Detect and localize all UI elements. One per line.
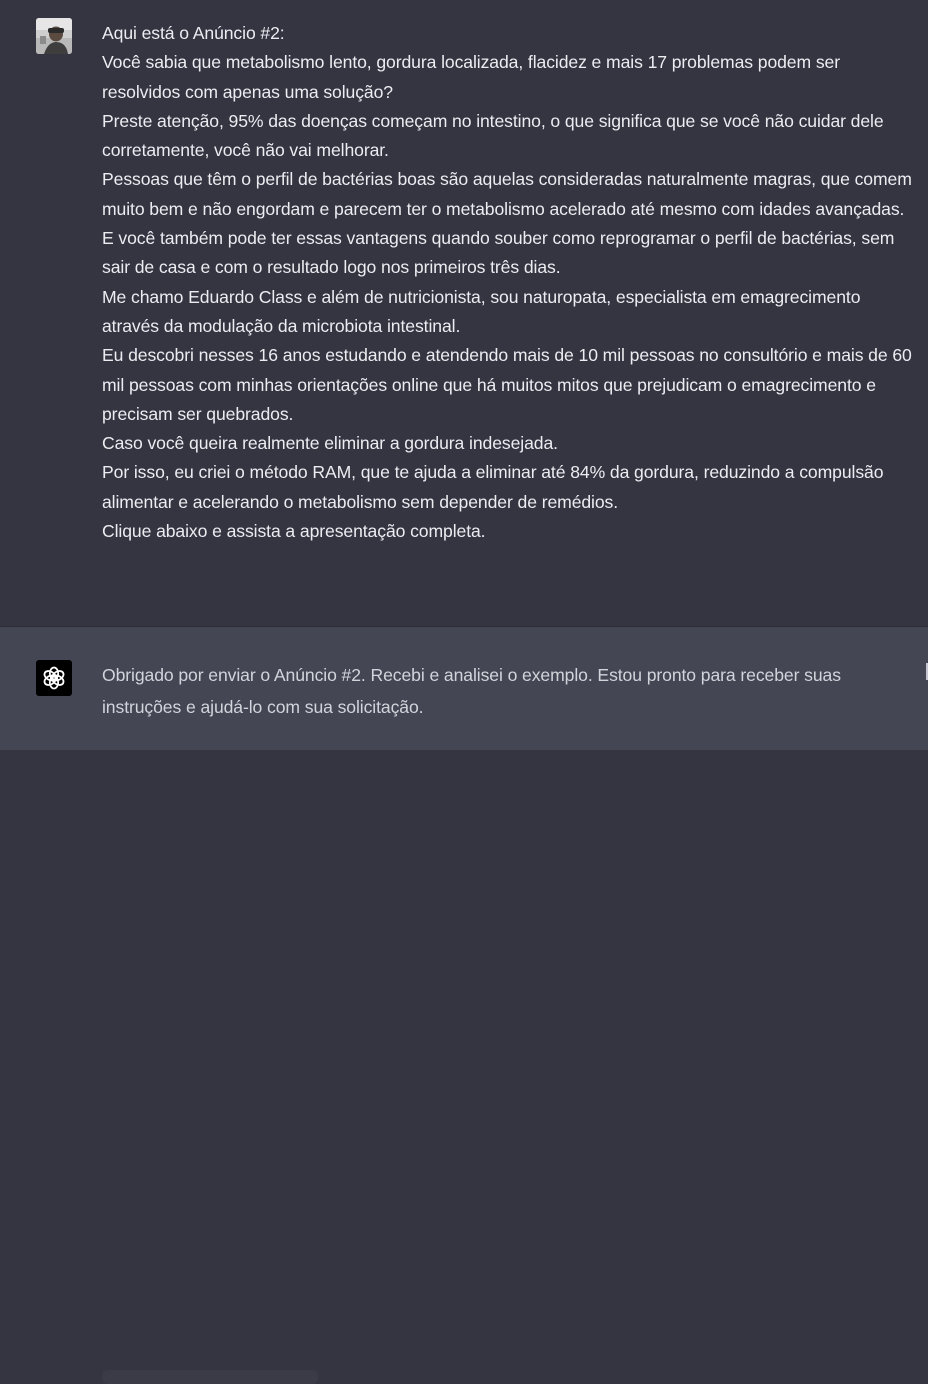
user-message: [0, 0, 928, 627]
user-paragraph: E você também pode ter essas vantagens quando souber como reprogramar o perfil de bactérias, sem sair de casa e com o resultado logo nos primeiros três dias.: [102, 228, 895, 278]
user-paragraph: Eu descobri nesses 16 anos estudando e atendendo mais de 10 mil pessoas no consultório e mais de 60 mil pessoas com minhas orientações online que há muitos mitos que prejudicam o emagrecimento e precisam ser quebrados.: [102, 345, 912, 424]
user-paragraph: Preste atenção, 95% das doenças começam no intestino, o que significa que se você não cuidar dele corretamente, você não vai melhorar.: [102, 110, 884, 161]
assistant-message-text: Obrigado por enviar o Anúncio #2. Recebi e analisei o exemplo. Estou pronto para receber suas instruções e ajudá-lo com sua solicitação.: [102, 665, 841, 717]
regenerate-button[interactable]: [102, 1370, 318, 1384]
user-avatar: [36, 18, 72, 54]
user-paragraph: Por isso, eu criei o método RAM, que te ajuda a eliminar até 84% da gordura, reduzindo a compulsão alimentar e acelerando o metabolismo sem depender de remédios.: [102, 462, 884, 512]
user-photo-icon: [36, 18, 72, 54]
assistant-avatar: [36, 660, 72, 696]
user-message-text: [102, 19, 914, 546]
assistant-message: [0, 627, 928, 750]
user-paragraph: Aqui está o Anúncio #2:: [102, 23, 285, 43]
user-paragraph: Você sabia que metabolismo lento, gordura localizada, flacidez e mais 17 problemas podem ser resolvidos com apenas uma solução?: [102, 52, 840, 102]
user-paragraph: Me chamo Eduardo Class e além de nutricionista, sou naturopata, especialista em emagrecimento através da modulação da microbiota intestinal.: [102, 286, 861, 336]
openai-logo-icon: [41, 665, 67, 691]
user-paragraph: Clique abaixo e assista a apresentação completa.: [102, 521, 486, 542]
user-paragraph: Pessoas que têm o perfil de bactérias boas são aquelas consideradas naturalmente magras, que comem muito bem e não engordam e parecem ter o metabolismo acelerado até mesmo com idades avançadas.: [102, 169, 912, 219]
user-paragraph: Caso você queira realmente eliminar a gordura indesejada.: [102, 433, 558, 454]
